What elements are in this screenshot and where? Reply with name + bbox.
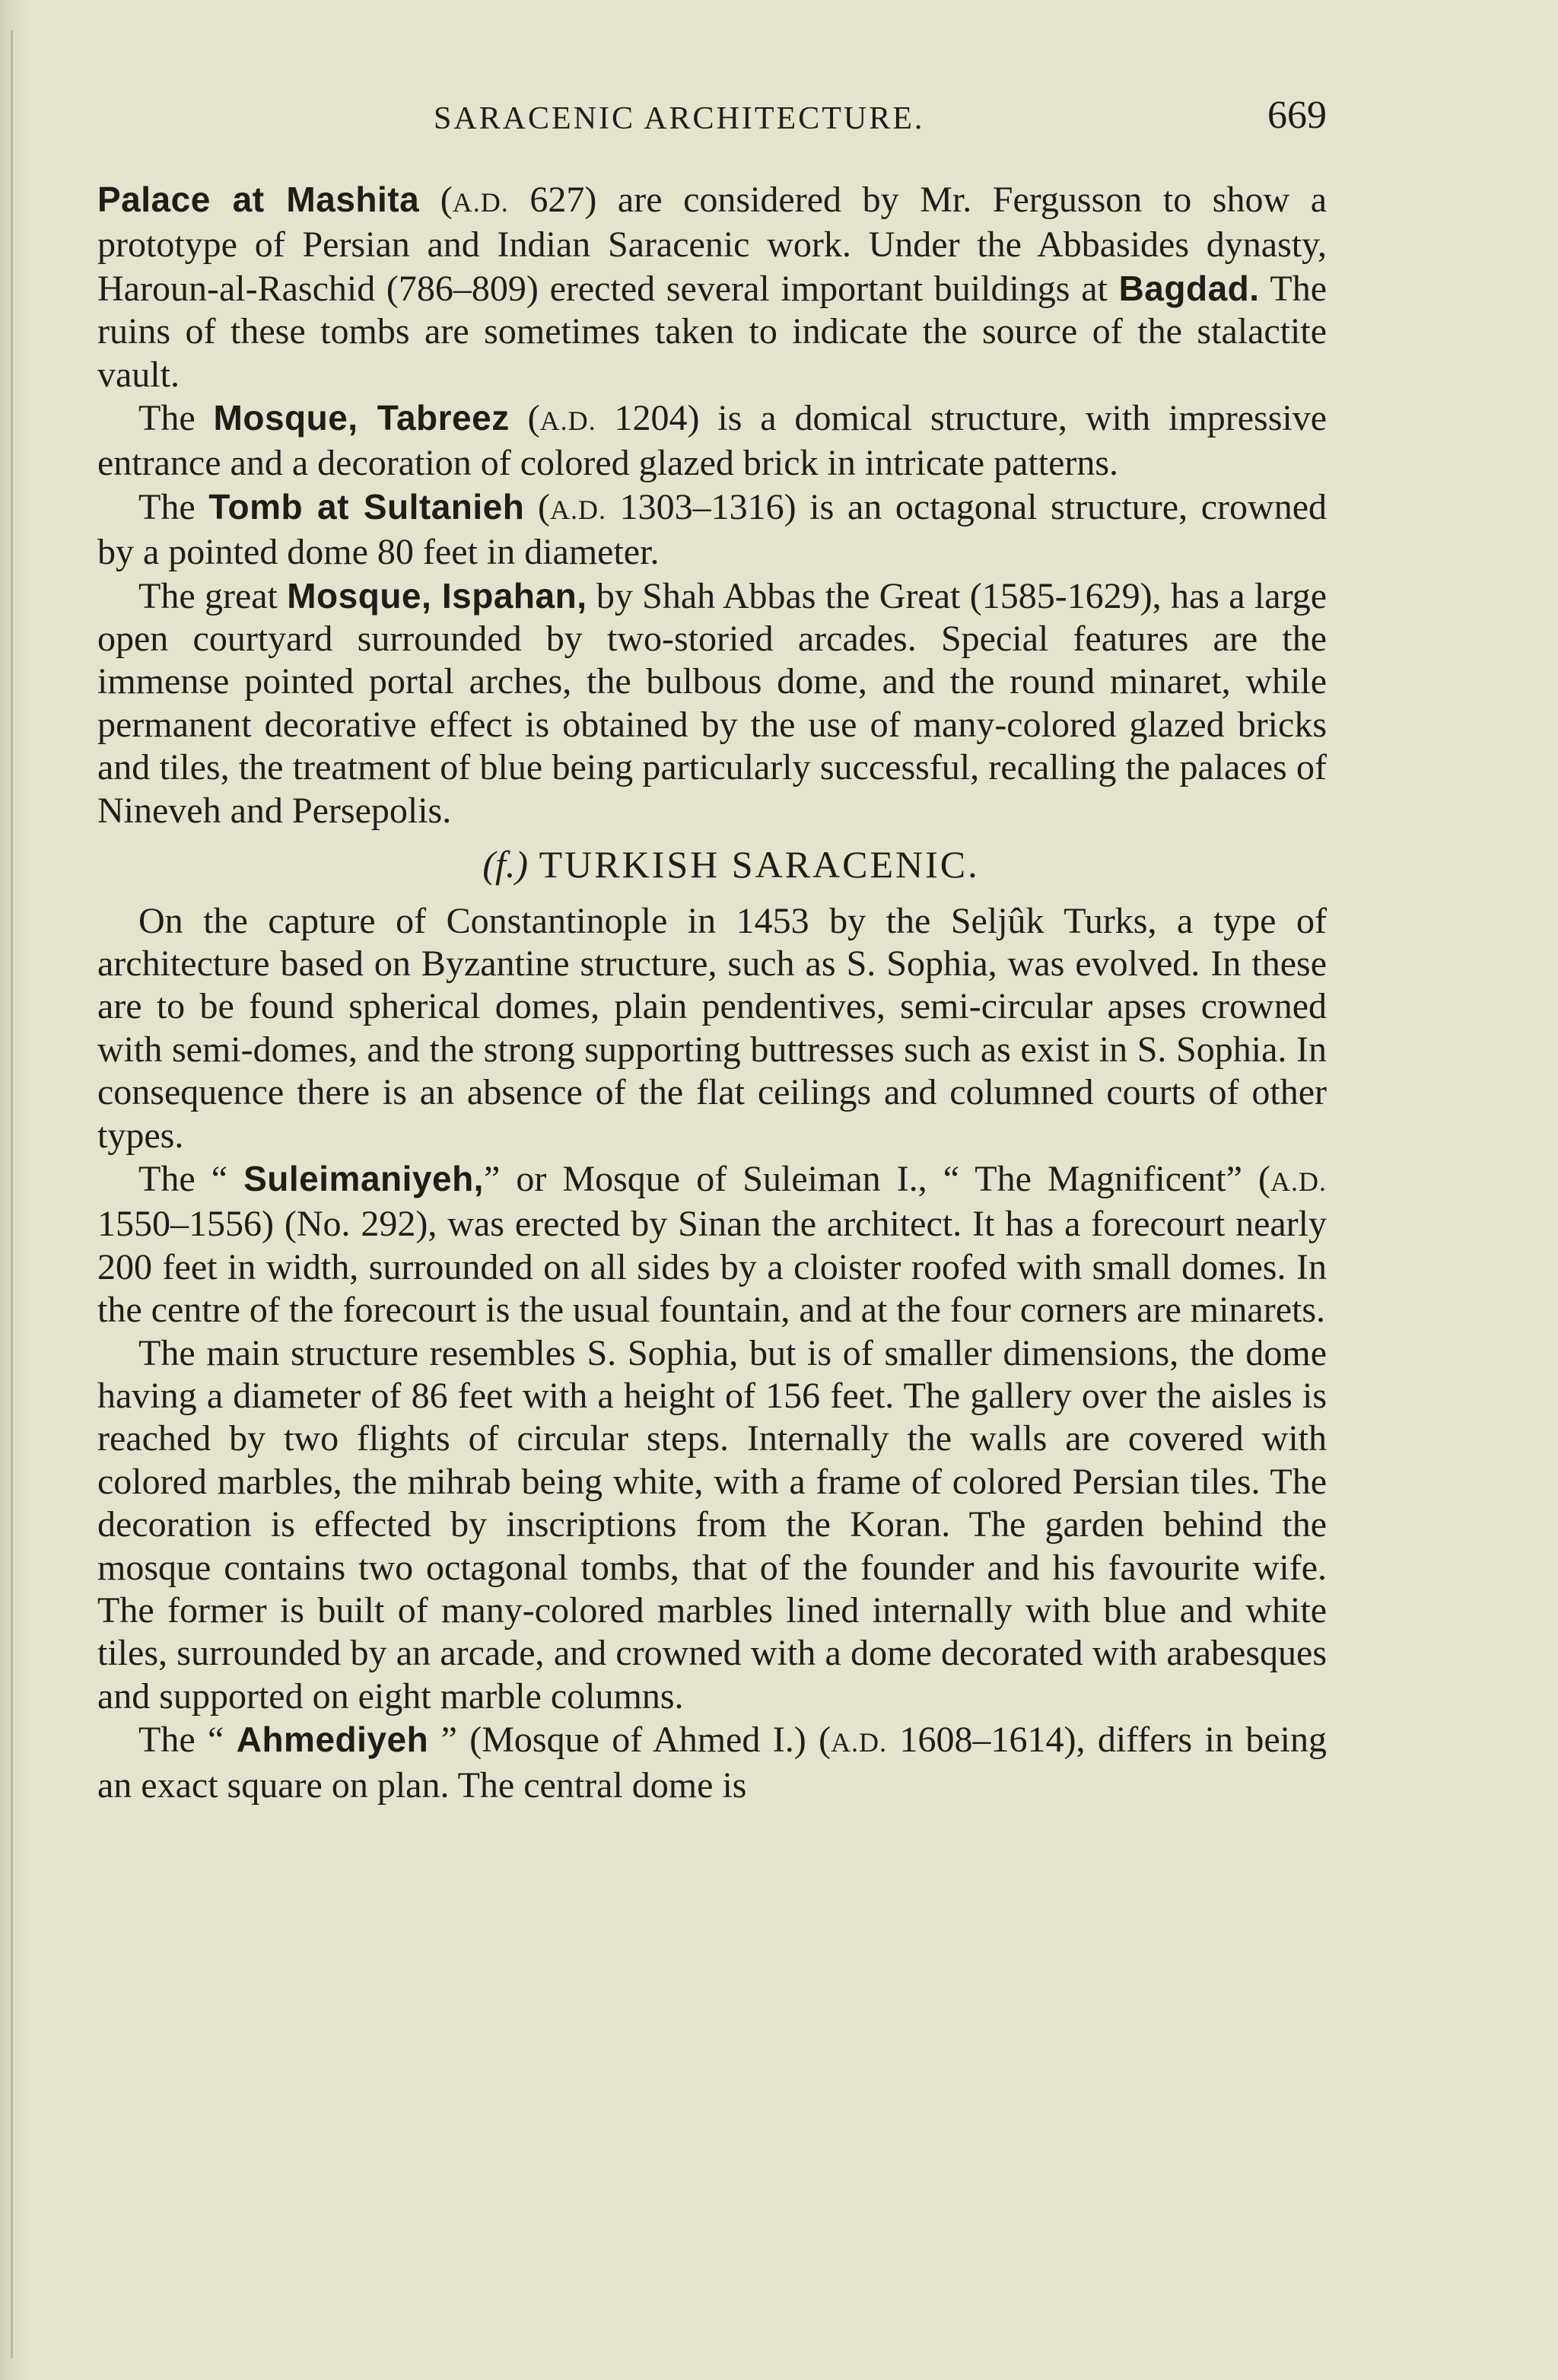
text: 1204) is a domical structure, with impressive entrance and a decoration of colored glazed brick in intricate patterns. (97, 398, 1327, 484)
abbr-ad: A.D. (831, 1727, 888, 1758)
term-ahmediyeh: Ahmediyeh (236, 1720, 429, 1760)
section-heading (97, 843, 1327, 886)
term-tomb-at-sultanieh: Tomb at Sultanieh (208, 486, 525, 527)
term-mosque-ispahan: Mosque, Ispahan, (287, 575, 587, 616)
text: ( (524, 486, 550, 527)
text: The main structure resembles S. Sophia, but is of smaller dimensions, the dome having a diameter of 86 feet with a height of 156 feet. The gallery over the aisles is reached by two flights of circular steps. Internally the walls are covered with colored marbles, the mihrab being white, with a frame of colored Persian tiles. The decoration is effected by inscriptions from the Koran. The garden behind the mosque contains two octagonal tombs, that of the founder and his favourite wife. The former is built of many-colored marbles lined internally with blue and white tiles, surrounded by an arcade, and crowned with a dome decorated with arabesques and supported on eight marble columns. (97, 1332, 1327, 1717)
section-marker: (f.) (482, 843, 529, 886)
page-gutter-shadow (0, 0, 30, 2380)
text: On the capture of Constantinople in 1453 by the Seljûk Turks, a type of architecture based on Byzantine structure, such as S. Sophia, was evolved. In these are to be found spherical domes, plain pendentives, semi-circular apses crowned with semi-domes, and the strong supporting buttresses such as exist in S. Sophia. In consequence there is an absence of the flat ceilings and columned courts of other types. (97, 900, 1327, 1156)
text: ” or Mosque of Suleiman I., “ The Magnificent” ( (483, 1158, 1270, 1199)
paragraph-ispahan (97, 574, 1327, 832)
abbr-ad: A.D. (539, 406, 596, 437)
text: 1550–1556) (No. 292), was erected by Sinan the architect. It has a forecourt nearly 200 feet in width, surrounded on all sides by a cloister roofed with small domes. In the centre of the forecourt is the usual fountain, and at the four corners are minarets. (97, 1204, 1327, 1331)
text: 1608–1614), differs in being an exact square on plan. The central dome is (97, 1720, 1327, 1806)
text: The ruins of these tombs are sometimes taken to indicate the source of the stalactite vault. (97, 268, 1327, 395)
page-header (97, 90, 1327, 151)
paragraph-mashita (97, 178, 1327, 396)
text: ” (Mosque of Ahmed I.) ( (428, 1720, 831, 1761)
term-mosque-tabreez: Mosque, Tabreez (213, 398, 510, 438)
abbr-ad: A.D. (550, 494, 606, 525)
term-palace-at-mashita: Palace at Mashita (97, 180, 420, 219)
page-number: 669 (1267, 94, 1327, 137)
text: The great (138, 575, 288, 616)
abbr-ad: A.D. (1270, 1166, 1327, 1197)
body-text (97, 178, 1327, 1807)
running-title: SARACENIC ARCHITECTURE. (434, 101, 925, 136)
paragraph-tabreez (97, 396, 1327, 485)
text: ( (419, 180, 453, 220)
text: ( (509, 398, 540, 439)
text: The “ (138, 1720, 237, 1761)
paragraph-constantinople (97, 900, 1327, 1157)
text: 1303–1316) is an octagonal structure, crowned by a pointed dome 80 feet in diameter. (97, 486, 1327, 573)
paragraph-main-structure (97, 1332, 1327, 1719)
paragraph-suleimaniyeh (97, 1157, 1327, 1332)
text: The “ (138, 1158, 244, 1199)
term-suleimaniyeh: Suleimaniyeh, (243, 1158, 484, 1198)
paragraph-ahmediyeh (97, 1718, 1327, 1807)
term-bagdad: Bagdad. (1118, 268, 1260, 308)
text: The (138, 486, 209, 527)
section-title: TURKISH SARACENIC. (528, 843, 980, 886)
text: The (138, 398, 214, 439)
binding-edge-line (11, 30, 13, 2359)
paragraph-sultanieh (97, 485, 1327, 574)
text: 627) are considered by Mr. Fergusson to show a prototype of Persian and Indian Saracenic work. Under the Abbasides dynasty, Haroun-al-Raschid (786–809) erected several important buildings at (97, 180, 1327, 309)
text: by Shah Abbas the Great (1585-1629), has a large open courtyard surrounded by two-storied arcades. Special features are the immense pointed portal arches, the bulbous dome, and the round minaret, while permanent decorative effect is obtained by the use of many-colored glazed bricks and tiles, the treatment of blue being particularly successful, recalling the palaces of Nineveh and Persepolis. (97, 575, 1327, 831)
abbr-ad: A.D. (452, 187, 509, 218)
